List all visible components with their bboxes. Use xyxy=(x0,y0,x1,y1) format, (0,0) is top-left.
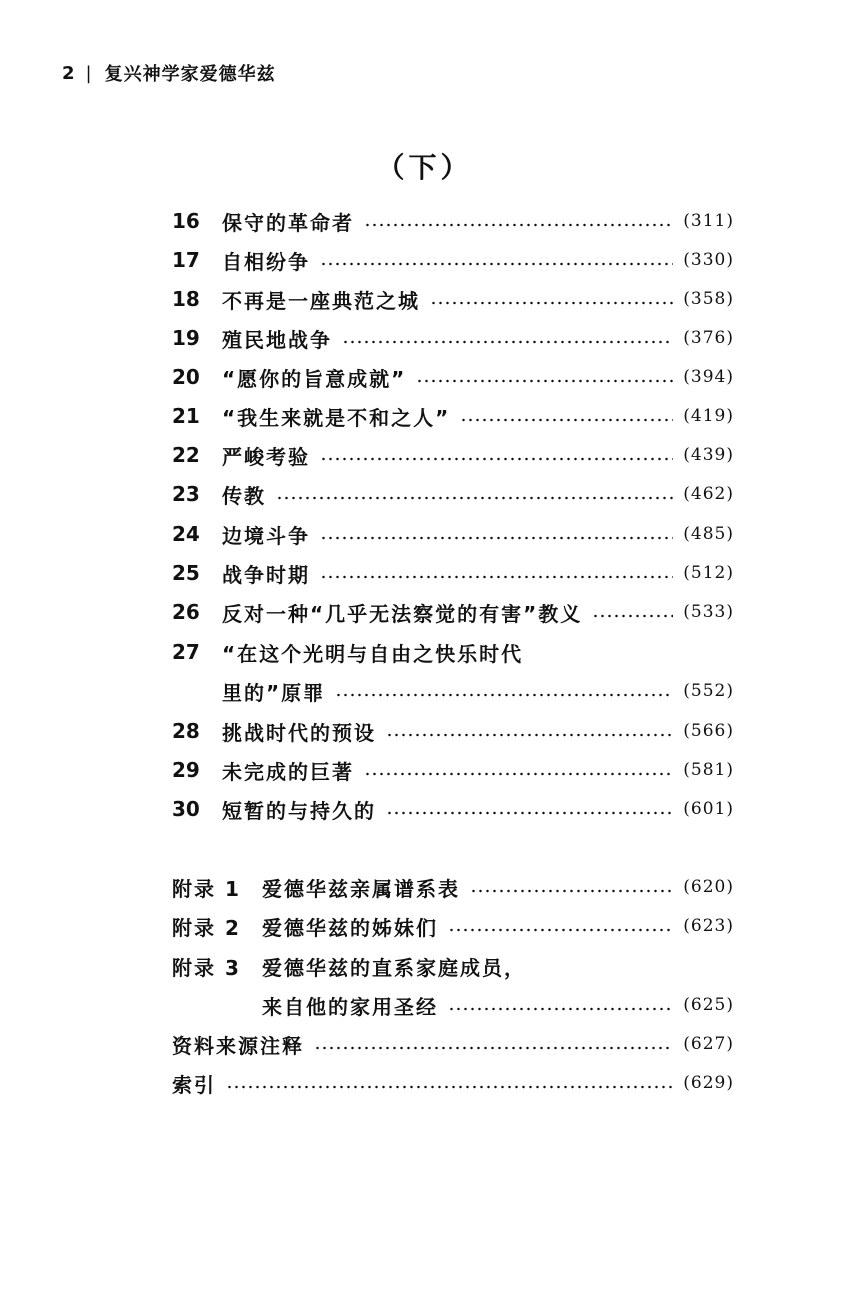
toc-index[interactable] xyxy=(172,1069,734,1097)
appendix-title: 爱德华兹亲属谱系表 xyxy=(262,876,460,901)
toc-appendix-1[interactable] xyxy=(172,873,734,901)
toc-entry-22[interactable] xyxy=(172,441,734,469)
chapter-number: 17 xyxy=(172,248,200,272)
toc-entry-18[interactable] xyxy=(172,285,734,313)
dot-leader xyxy=(314,1046,673,1050)
dot-leader xyxy=(342,340,673,344)
dot-leader xyxy=(364,223,673,227)
chapter-title: 自相纷争 xyxy=(222,249,310,274)
chapter-number: 20 xyxy=(172,365,200,389)
page-ref: (581) xyxy=(683,760,734,780)
toc-appendix-3-continued[interactable] xyxy=(262,991,734,1019)
toc-entry-29[interactable] xyxy=(172,756,734,784)
dot-leader xyxy=(320,262,673,266)
dot-leader xyxy=(430,301,673,305)
back-matter-title: 索引 xyxy=(172,1072,216,1097)
toc-appendix-3[interactable] xyxy=(172,952,734,980)
chapter-title: 反对一种“几乎无法察觉的有害”教义 xyxy=(222,601,583,626)
page-ref: (533) xyxy=(683,602,734,622)
dot-leader xyxy=(448,1007,673,1011)
chapter-number: 30 xyxy=(172,797,200,821)
chapter-number: 18 xyxy=(172,287,200,311)
toc-entry-28[interactable] xyxy=(172,717,734,745)
appendix-title-continued: 来自他的家用圣经 xyxy=(262,994,438,1019)
appendix-label: 附录 3 xyxy=(172,955,241,980)
chapter-number: 26 xyxy=(172,600,200,624)
chapter-title: 未完成的巨著 xyxy=(222,759,354,784)
dot-leader xyxy=(320,536,673,540)
page-ref: (629) xyxy=(683,1073,734,1093)
dot-leader xyxy=(386,811,673,815)
chapter-title: “我生来就是不和之人” xyxy=(222,405,451,430)
dot-leader xyxy=(364,772,673,776)
toc-source-notes[interactable] xyxy=(172,1030,734,1058)
toc-entry-23[interactable] xyxy=(172,480,734,508)
chapter-title: 保守的革命者 xyxy=(222,210,354,235)
chapter-title: “在这个光明与自由之快乐时代 xyxy=(222,641,524,666)
page-ref: (552) xyxy=(683,681,734,701)
chapter-title: 战争时期 xyxy=(222,562,310,587)
back-matter-title: 资料来源注释 xyxy=(172,1033,304,1058)
dot-leader xyxy=(460,418,673,422)
toc-entry-30[interactable] xyxy=(172,795,734,823)
chapter-title-continued: 里的”原罪 xyxy=(222,680,326,705)
dot-leader xyxy=(320,575,673,579)
page-ref: (394) xyxy=(683,367,734,387)
dot-leader xyxy=(320,457,673,461)
chapter-title: 边境斗争 xyxy=(222,523,310,548)
page-ref: (419) xyxy=(683,406,734,426)
chapter-number: 21 xyxy=(172,404,200,428)
appendix-label: 附录 1 xyxy=(172,876,241,901)
chapter-number: 19 xyxy=(172,326,200,350)
toc-entry-27[interactable] xyxy=(172,638,734,666)
page-ref: (311) xyxy=(683,211,734,231)
page-ref: (623) xyxy=(683,916,734,936)
toc-entry-16[interactable] xyxy=(172,207,734,235)
chapter-number: 16 xyxy=(172,209,200,233)
chapter-number: 23 xyxy=(172,482,200,506)
chapter-number: 29 xyxy=(172,758,200,782)
dot-leader xyxy=(276,496,673,500)
toc-entry-17[interactable] xyxy=(172,246,734,274)
toc-entry-24[interactable] xyxy=(172,520,734,548)
dot-leader xyxy=(448,928,673,932)
toc-entry-27-continued[interactable] xyxy=(222,677,734,705)
dot-leader xyxy=(226,1085,673,1089)
chapter-title: 严峻考验 xyxy=(222,444,310,469)
book-title: 复兴神学家爱德华兹 xyxy=(104,64,276,85)
chapter-title: 殖民地战争 xyxy=(222,327,332,352)
page-number: 2 xyxy=(62,62,76,84)
appendix-label: 附录 2 xyxy=(172,915,241,940)
header-separator: | xyxy=(85,62,93,84)
page-ref: (601) xyxy=(683,799,734,819)
page-ref: (376) xyxy=(683,328,734,348)
page-ref: (462) xyxy=(683,484,734,504)
toc-entry-25[interactable] xyxy=(172,559,734,587)
page-ref: (439) xyxy=(683,445,734,465)
dot-leader xyxy=(470,889,673,893)
chapter-title: 不再是一座典范之城 xyxy=(222,288,420,313)
page-ref: (620) xyxy=(683,877,734,897)
running-header xyxy=(62,60,276,86)
page-ref: (627) xyxy=(683,1034,734,1054)
chapter-title: 传教 xyxy=(222,483,266,508)
dot-leader xyxy=(335,693,673,697)
dot-leader xyxy=(416,379,673,383)
toc-entry-20[interactable] xyxy=(172,363,734,391)
toc-entry-19[interactable] xyxy=(172,324,734,352)
dot-leader xyxy=(592,614,673,618)
chapter-number: 22 xyxy=(172,443,200,467)
page-ref: (330) xyxy=(683,250,734,270)
chapter-number: 25 xyxy=(172,561,200,585)
page-ref: (512) xyxy=(683,563,734,583)
dot-leader xyxy=(386,733,673,737)
chapter-title: “愿你的旨意成就” xyxy=(222,366,407,391)
page-ref: (485) xyxy=(683,524,734,544)
chapter-number: 27 xyxy=(172,640,200,664)
toc-entry-26[interactable] xyxy=(172,598,734,626)
chapter-title: 短暂的与持久的 xyxy=(222,798,376,823)
section-title: （下） xyxy=(376,151,473,184)
appendix-title: 爱德华兹的直系家庭成员， xyxy=(262,955,526,980)
page-ref: (358) xyxy=(683,289,734,309)
chapter-title: 挑战时代的预设 xyxy=(222,720,376,745)
chapter-number: 24 xyxy=(172,522,200,546)
appendix-title: 爱德华兹的姊妹们 xyxy=(262,915,438,940)
page-ref: (625) xyxy=(683,995,734,1015)
chapter-number: 28 xyxy=(172,719,200,743)
page-ref: (566) xyxy=(683,721,734,741)
toc-entry-21[interactable] xyxy=(172,402,734,430)
toc-appendix-2[interactable] xyxy=(172,912,734,940)
